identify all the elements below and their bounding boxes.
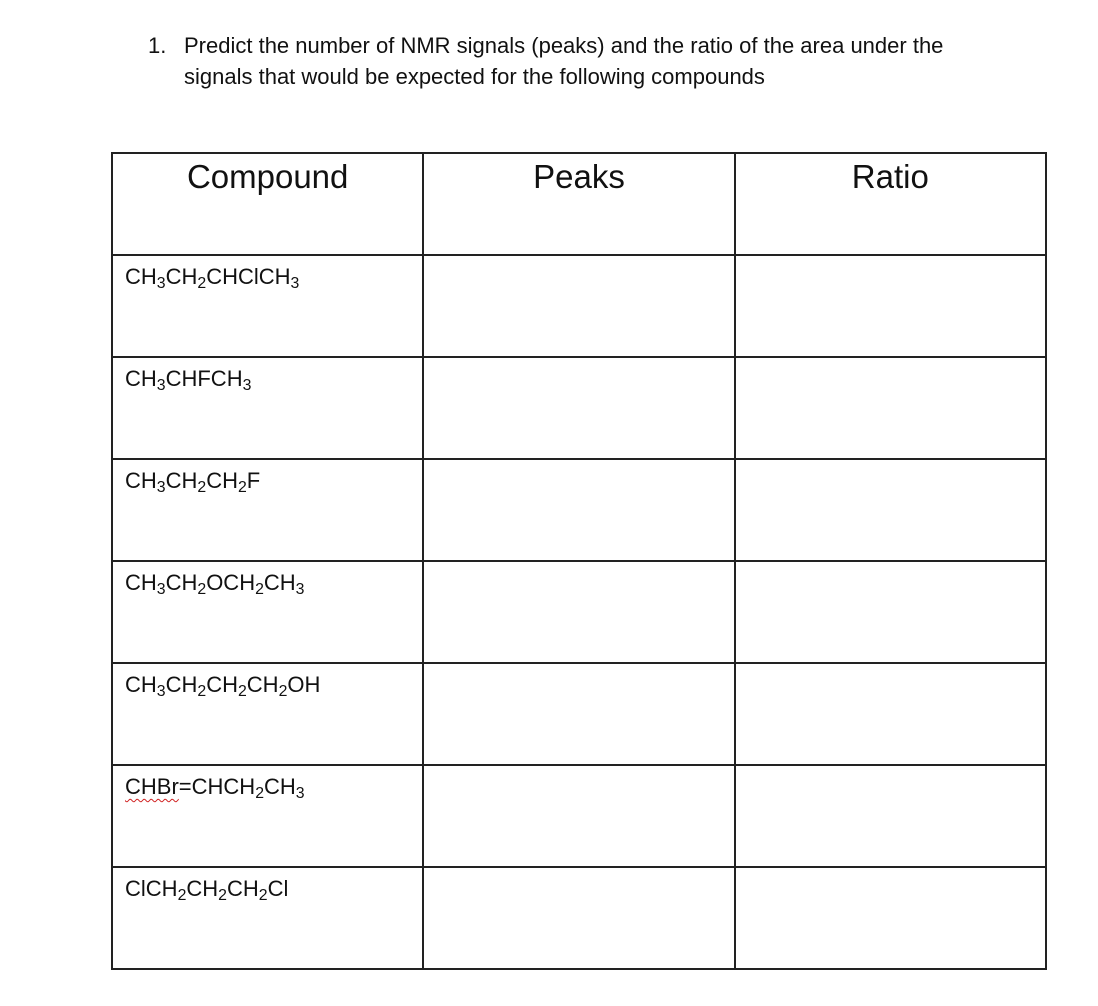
- table-row: [112, 561, 1046, 663]
- question-line-1: Predict the number of NMR signals (peaks) and the ratio of the area under the: [184, 33, 944, 58]
- header-ratio: Ratio: [735, 153, 1046, 255]
- ratio-cell[interactable]: [735, 255, 1046, 357]
- ratio-cell[interactable]: [735, 765, 1046, 867]
- compound-formula: $CH_3CH_2CH_2CH_2OH$: [125, 672, 321, 700]
- compound-formula: $CH_3CH_2OCH_2CH_3$: [125, 570, 305, 598]
- compound-formula: $CHBr=CHCH_2CH_3$: [125, 774, 305, 802]
- peaks-cell[interactable]: [423, 867, 734, 969]
- ratio-cell[interactable]: [735, 663, 1046, 765]
- header-peaks: Peaks: [423, 153, 734, 255]
- compound-formula: $CH_3CH_2CHClCH_3$: [125, 264, 300, 292]
- question-text: [184, 30, 1044, 92]
- compound-cell: [112, 561, 423, 663]
- question-number: 1.: [148, 33, 167, 58]
- compound-cell: [112, 765, 423, 867]
- compound-formula: $CH_3CH_2CH_2F$: [125, 468, 261, 496]
- peaks-cell[interactable]: [423, 357, 734, 459]
- peaks-cell[interactable]: [423, 765, 734, 867]
- question-line-2: signals that would be expected for the following compounds: [184, 64, 765, 89]
- compound-cell: [112, 255, 423, 357]
- peaks-cell[interactable]: [423, 663, 734, 765]
- nmr-table: [111, 152, 1047, 970]
- ratio-cell[interactable]: [735, 867, 1046, 969]
- table-row: [112, 867, 1046, 969]
- table-row: [112, 765, 1046, 867]
- table-row: [112, 357, 1046, 459]
- header-row: [112, 153, 1046, 255]
- peaks-cell[interactable]: [423, 459, 734, 561]
- compound-cell: [112, 867, 423, 969]
- peaks-cell[interactable]: [423, 561, 734, 663]
- table-row: [112, 459, 1046, 561]
- ratio-cell[interactable]: [735, 561, 1046, 663]
- compound-cell: [112, 663, 423, 765]
- table-row: [112, 663, 1046, 765]
- ratio-cell[interactable]: [735, 459, 1046, 561]
- compound-cell: [112, 459, 423, 561]
- compound-cell: [112, 357, 423, 459]
- table-row: [112, 255, 1046, 357]
- peaks-cell[interactable]: [423, 255, 734, 357]
- header-compound: Compound: [112, 153, 423, 255]
- compound-formula: $ClCH_2CH_2CH_2Cl$: [125, 876, 289, 904]
- compound-formula: $CH_3CHFCH_3$: [125, 366, 252, 394]
- ratio-cell[interactable]: [735, 357, 1046, 459]
